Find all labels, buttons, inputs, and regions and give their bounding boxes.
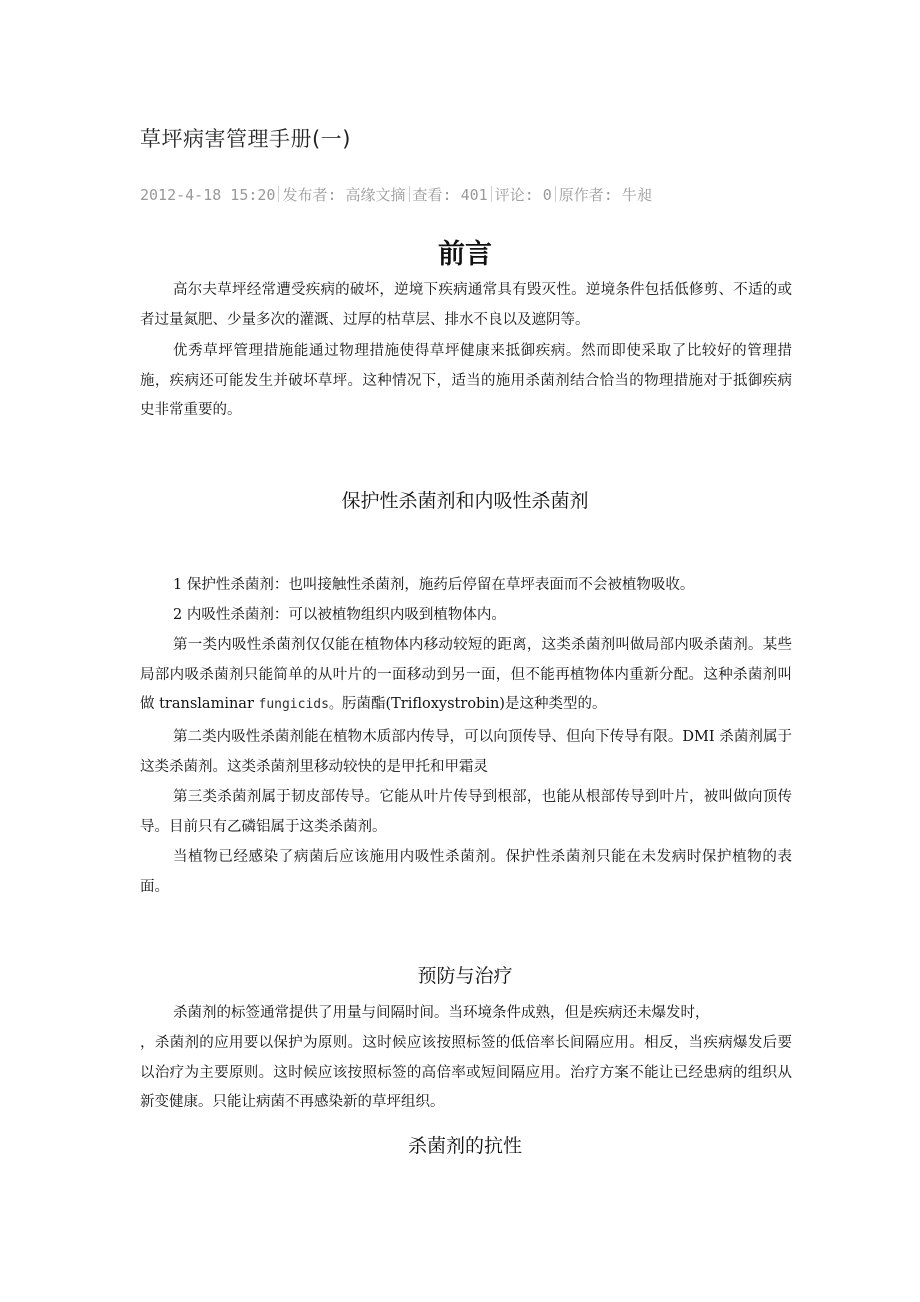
paragraph-text: 第一类内吸性杀菌剂仅仅能在植物体内移动较短的距离，这类杀菌剂叫做局部内吸杀菌剂。某些局部内吸杀菌剂只能简单的从叶片的一面移动到另一面，但不能再植物体内重新分配。这种杀菌剂叫做 translaminar [140,637,792,712]
meta-divider [491,186,492,202]
publisher: 发布者: 高缘文摘 [282,186,406,204]
fungicide-item-1: 1 保护性杀菌剂：也叫接触性杀菌剂，施药后停留在草坪表面而不会被植物吸收。 [173,577,695,593]
fungicide-item-2: 2 内吸性杀菌剂：可以被植物组织内吸到植物体内。 [173,607,506,623]
publish-date: 2012-4-18 15:20 [140,186,276,204]
fungicide-paragraph-3 [140,631,792,720]
paragraph-term: fungicids。 [258,697,342,712]
view-count: 查看: 401 [412,186,488,204]
original-author: 原作者: 牛昶 [558,186,652,204]
fungicides-heading: 保护性杀菌剂和内吸性杀菌剂 [341,490,589,512]
fungicide-paragraph-5: 第三类杀菌剂属于韧皮部传导。它能从叶片传导到根部，也能从根部传导到叶片，被叫做向顶传导。目前只有乙磷铝属于这类杀菌剂。 [140,789,792,835]
article-title: 草坪病害管理手册(一) [140,127,351,151]
meta-divider [409,186,410,202]
resistance-heading: 杀菌剂的抗性 [407,1135,522,1157]
preface-paragraph-2: 优秀草坪管理措施能通过物理措施使得草坪健康来抵御疾病。然而即使采取了比较好的管理措施，疾病还可能发生并破坏草坪。这种情况下，适当的施用杀菌剂结合恰当的物理措施对于抵御疾病史非常重要的。 [140,343,792,418]
meta-divider [555,186,556,202]
article-meta [140,184,652,205]
comment-count[interactable]: 评论: 0 [494,186,552,204]
prevention-paragraph-1: 杀菌剂的标签通常提供了用量与间隔时间。当环境条件成熟，但是疾病还未爆发时， [173,1005,710,1021]
preface-heading: 前言 [438,239,492,270]
paragraph-text: 肟菌酯(Trifloxystrobin)是这种类型的。 [341,696,607,712]
fungicide-paragraph-6: 当植物已经感染了病菌后应该施用内吸性杀菌剂。保护性杀菌剂只能在未发病时保护植物的表面。 [140,849,792,895]
fungicide-paragraph-4: 第二类内吸性杀菌剂能在植物木质部内传导，可以向顶传导、但向下传导有限。DMI 杀菌剂属于这类杀菌剂。这类杀菌剂里移动较快的是甲托和甲霜灵 [140,729,792,775]
prevention-paragraph-2: ，杀菌剂的应用要以保护为原则。这时候应该按照标签的低倍率长间隔应用。相反，当疾病爆发后要以治疗为主要原则。这时候应该按照标签的高倍率或短间隔应用。治疗方案不能让已经患病的组织从新变健康。只能让病菌不再感染新的草坪组织。 [140,1035,792,1110]
meta-divider [278,186,279,202]
prevention-heading: 预防与治疗 [417,965,513,987]
preface-paragraph-1: 高尔夫草坪经常遭受疾病的破坏，逆境下疾病通常具有毁灭性。逆境条件包括低修剪、不适的或者过量氮肥、少量多次的灌溉、过厚的枯草层、排水不良以及遮阴等。 [140,282,792,328]
